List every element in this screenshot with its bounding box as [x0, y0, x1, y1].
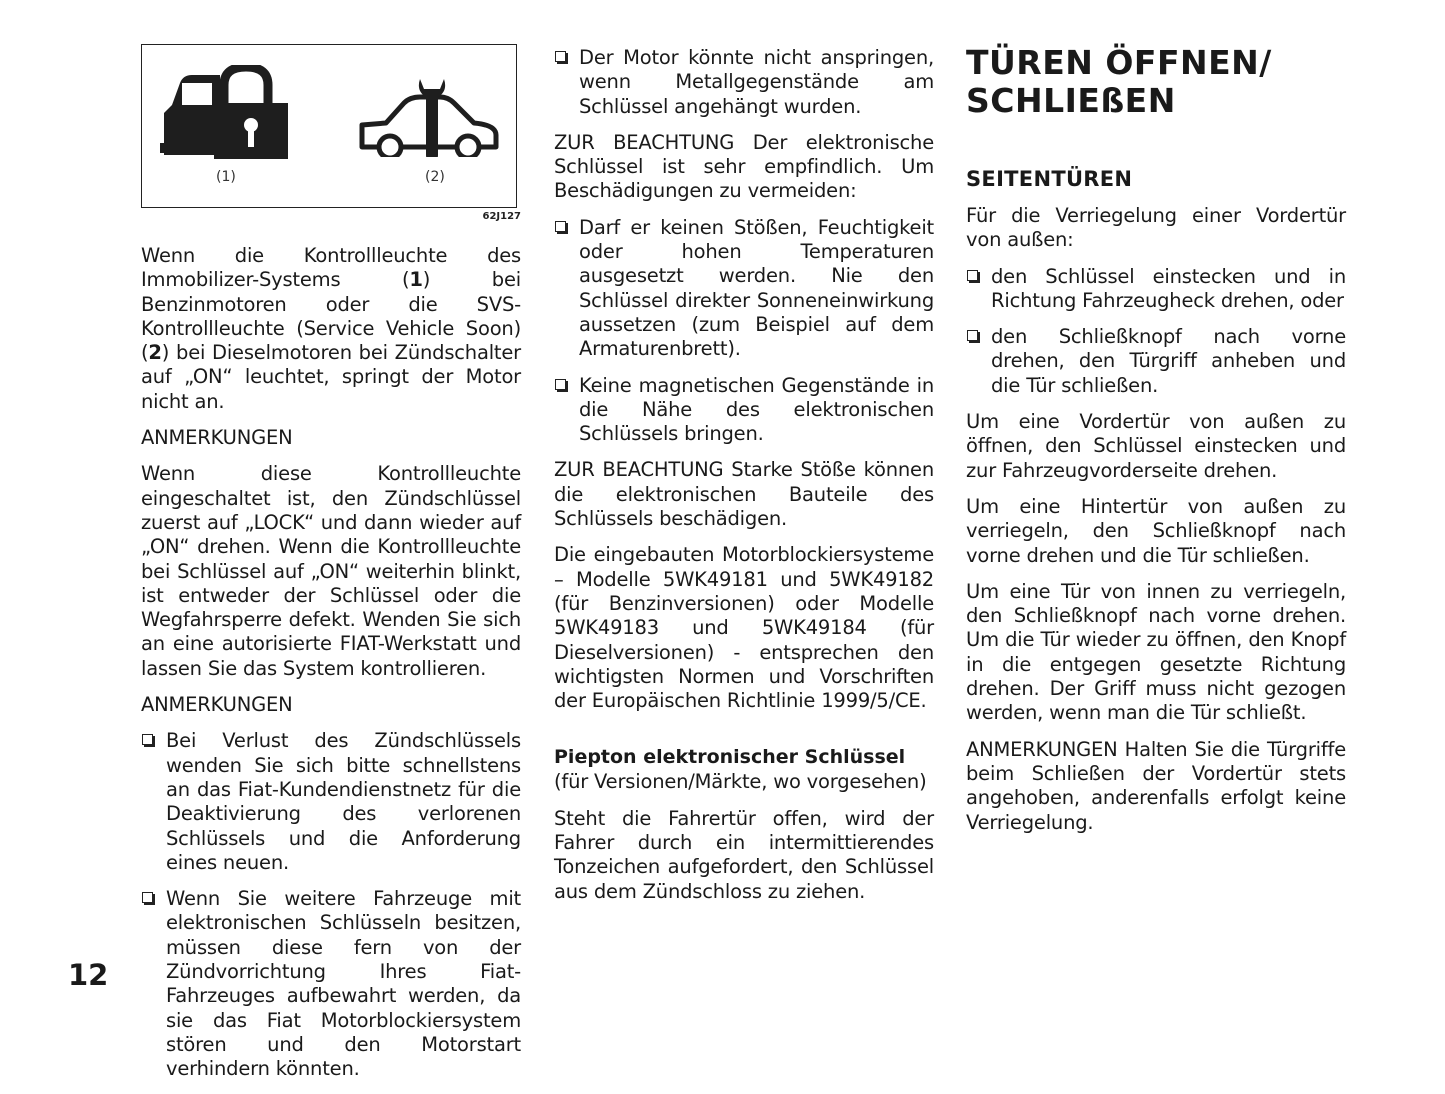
column-right [966, 44, 1346, 847]
checkbox-bullet-icon [142, 734, 153, 745]
checkbox-bullet-icon [967, 330, 978, 341]
car-wrench-icon [356, 73, 502, 157]
beep-heading: Piepton elektronischer Schlüssel [554, 746, 906, 769]
list-item: den Schließknopf nach vorne drehen, den Türgriff anheben und die Tür schließen. [966, 325, 1346, 398]
car-lock-icon [158, 65, 290, 160]
checkbox-bullet-icon [555, 221, 566, 232]
section-heading: SEITENTÜREN [966, 167, 1133, 191]
beep-subheading: (für Versionen/Märkte, wo vorgesehen) [554, 770, 927, 794]
note-heading-1: ANMERKUNGEN [141, 426, 293, 450]
column-left [141, 44, 521, 1094]
figure-label-2: (2) [425, 169, 445, 185]
paragraph-note: ANMERKUNGEN Halten Sie die Türgriffe beim Schließen der Vordertür stets angehoben, anderenfalls erfolgt keine Verriegelung. [966, 737, 1346, 834]
page-title: TÜREN ÖFFNEN/ SCHLIEßEN [966, 43, 1272, 120]
immobilizer-paragraph: Wenn die Kontrollleuchte des Immobilizer-Systems (1) bei Benzinmotoren oder die SVS-Kontrollleuchte (Service Vehicle Soon) (2) bei Dieselmotoren bei Zündschalter auf „ON“ leuchtet, springt der Motor nicht an. [141, 244, 521, 413]
lead-paragraph: Für die Verriegelung einer Vordertür von außen: [966, 204, 1346, 252]
list-item: Keine magnetischen Gegenstände in die Nähe des elektronischen Schlüssels bringen. [554, 374, 934, 447]
checkbox-bullet-icon [142, 892, 153, 903]
systems-paragraph: Die eingebauten Motorblockiersysteme – Modelle 5WK49181 und 5WK49182 (für Benzinversionen) oder Modelle 5WK49183 und 5WK49184 (für Dieselversionen) - entsprechen den wichtigsten Normen und Vorschriften der Europäischen Richtlinie 1999/5/CE. [554, 543, 934, 713]
list-item: Der Motor könnte nicht anspringen, wenn Metallgegenstände am Schlüssel angehängt wurden. [554, 46, 934, 119]
list-item: Darf er keinen Stößen, Feuchtigkeit oder hohen Temperaturen ausgesetzt werden. Nie den Schlüssel direkter Sonneneinwirkung aussetzen (zum Beispiel auf dem Armaturenbrett). [554, 216, 934, 362]
note-heading-2: ANMERKUNGEN [141, 693, 293, 717]
list-item: Bei Verlust des Zündschlüssels wenden Sie sich bitte schnellstens an das Fiat-Kundendienstnetz für die Deaktivierung des verlorenen Schlüssels und die Anforderung eines neuen. [141, 729, 521, 875]
checkbox-bullet-icon [555, 51, 566, 62]
caution-paragraph-2: ZUR BEACHTUNG Starke Stöße können die elektronischen Bauteile des Schlüssels beschädigen. [554, 458, 934, 531]
paragraph-rear-door: Um eine Hintertür von außen zu verriegeln, den Schließknopf nach vorne drehen und die Tür schließen. [966, 494, 1346, 567]
checkbox-bullet-icon [555, 379, 566, 390]
list-item: den Schlüssel einstecken und in Richtung Fahrzeugheck drehen, oder [966, 265, 1346, 314]
column-middle [554, 46, 934, 916]
checkbox-bullet-icon [967, 270, 978, 281]
beep-paragraph: Steht die Fahrertür offen, wird der Fahrer durch ein intermittierendes Tonzeichen aufgefordert, den Schlüssel aus dem Zündschloss zu ziehen. [554, 806, 934, 903]
list-item: Wenn Sie weitere Fahrzeuge mit elektronischen Schlüsseln besitzen, müssen diese fern von der Zündvorrichtung Ihres Fiat-Fahrzeuges aufbewahrt werden, da sie das Fiat Motorblockiersystem stören und den Motorstart verhindern könnten. [141, 887, 521, 1081]
figure-label-1: (1) [216, 169, 236, 185]
figure-code: 62J127 [482, 211, 521, 222]
warning-lights-figure [141, 44, 517, 208]
page-number: 12 [68, 958, 109, 992]
note-text-1: Wenn diese Kontrollleuchte eingeschaltet ist, den Zündschlüssel zuerst auf „LOCK“ und dann wieder auf „ON“ drehen. Wenn die Kontrollleuchte bei Schlüssel auf „ON“ weiterhin blinkt, ist entweder der Schlüssel oder die Wegfahrsperre defekt. Wenden Sie sich an eine autorisierte FIAT-Werkstatt und lassen Sie das System kontrollieren. [141, 462, 521, 680]
caution-paragraph-1: ZUR BEACHTUNG Der elektronische Schlüssel ist sehr empfindlich. Um Beschädigungen zu vermeiden: [554, 130, 934, 203]
paragraph-front-door: Um eine Vordertür von außen zu öffnen, den Schlüssel einstecken und zur Fahrzeugvorderseite drehen. [966, 410, 1346, 482]
paragraph-inside-lock: Um eine Tür von innen zu verriegeln, den Schließknopf nach vorne drehen. Um die Tür wieder zu öffnen, den Knopf in die entgegen gesetzte Richtung drehen. Der Griff muss nicht gezogen werden, wenn man die Tür schließt. [966, 579, 1346, 725]
